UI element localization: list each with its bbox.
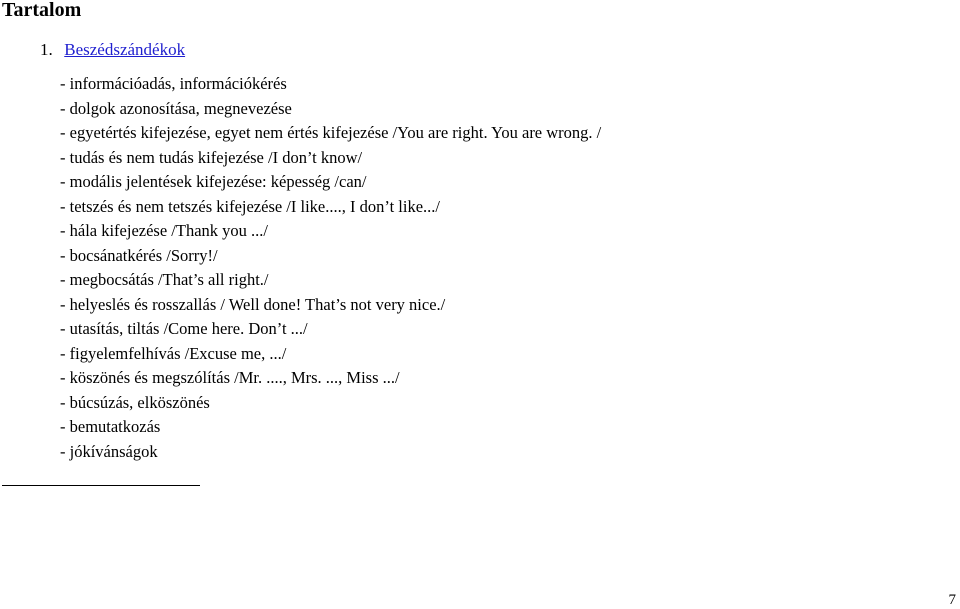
list-item: - dolgok azonosítása, megnevezése bbox=[60, 98, 292, 118]
list-item: - információadás, információkérés bbox=[60, 74, 287, 93]
section-heading bbox=[40, 39, 185, 61]
list-item: - egyetértés kifejezése, egyet nem értés kifejezése /You are right. You are wrong. / bbox=[60, 123, 602, 142]
list-item: - utasítás, tiltás /Come here. Don’t .../ bbox=[60, 319, 308, 338]
list-item: - megbocsátás /That’s all right./ bbox=[60, 270, 269, 289]
list-item: - bocsánatkérés /Sorry!/ bbox=[60, 245, 218, 265]
list-item: - modális jelentések kifejezése: képesség /can/ bbox=[60, 172, 367, 191]
section-title-link[interactable]: Beszédszándékok bbox=[64, 40, 186, 59]
list-item: - hála kifejezése /Thank you .../ bbox=[60, 221, 268, 240]
list-item: - búcsúzás, elköszönés bbox=[60, 392, 210, 412]
list-item: - figyelemfelhívás /Excuse me, .../ bbox=[60, 343, 287, 363]
list-item: - jókívánságok bbox=[60, 441, 158, 461]
list-item: - tudás és nem tudás kifejezése /I don’t know/ bbox=[60, 147, 363, 167]
footnote-separator bbox=[2, 485, 200, 486]
list-item: - tetszés és nem tetszés kifejezése /I like...., I don’t like.../ bbox=[60, 196, 440, 216]
list-item: - helyeslés és rosszallás / Well done! That’s not very nice./ bbox=[60, 294, 446, 314]
speech-act-list bbox=[60, 72, 601, 464]
page-number: 7 bbox=[948, 592, 956, 608]
list-item: - bemutatkozás bbox=[60, 417, 161, 436]
section-number: 1. bbox=[40, 40, 53, 59]
page-title: Tartalom bbox=[2, 0, 82, 21]
list-item: - köszönés és megszólítás /Mr. ...., Mrs. ..., Miss .../ bbox=[60, 368, 400, 387]
